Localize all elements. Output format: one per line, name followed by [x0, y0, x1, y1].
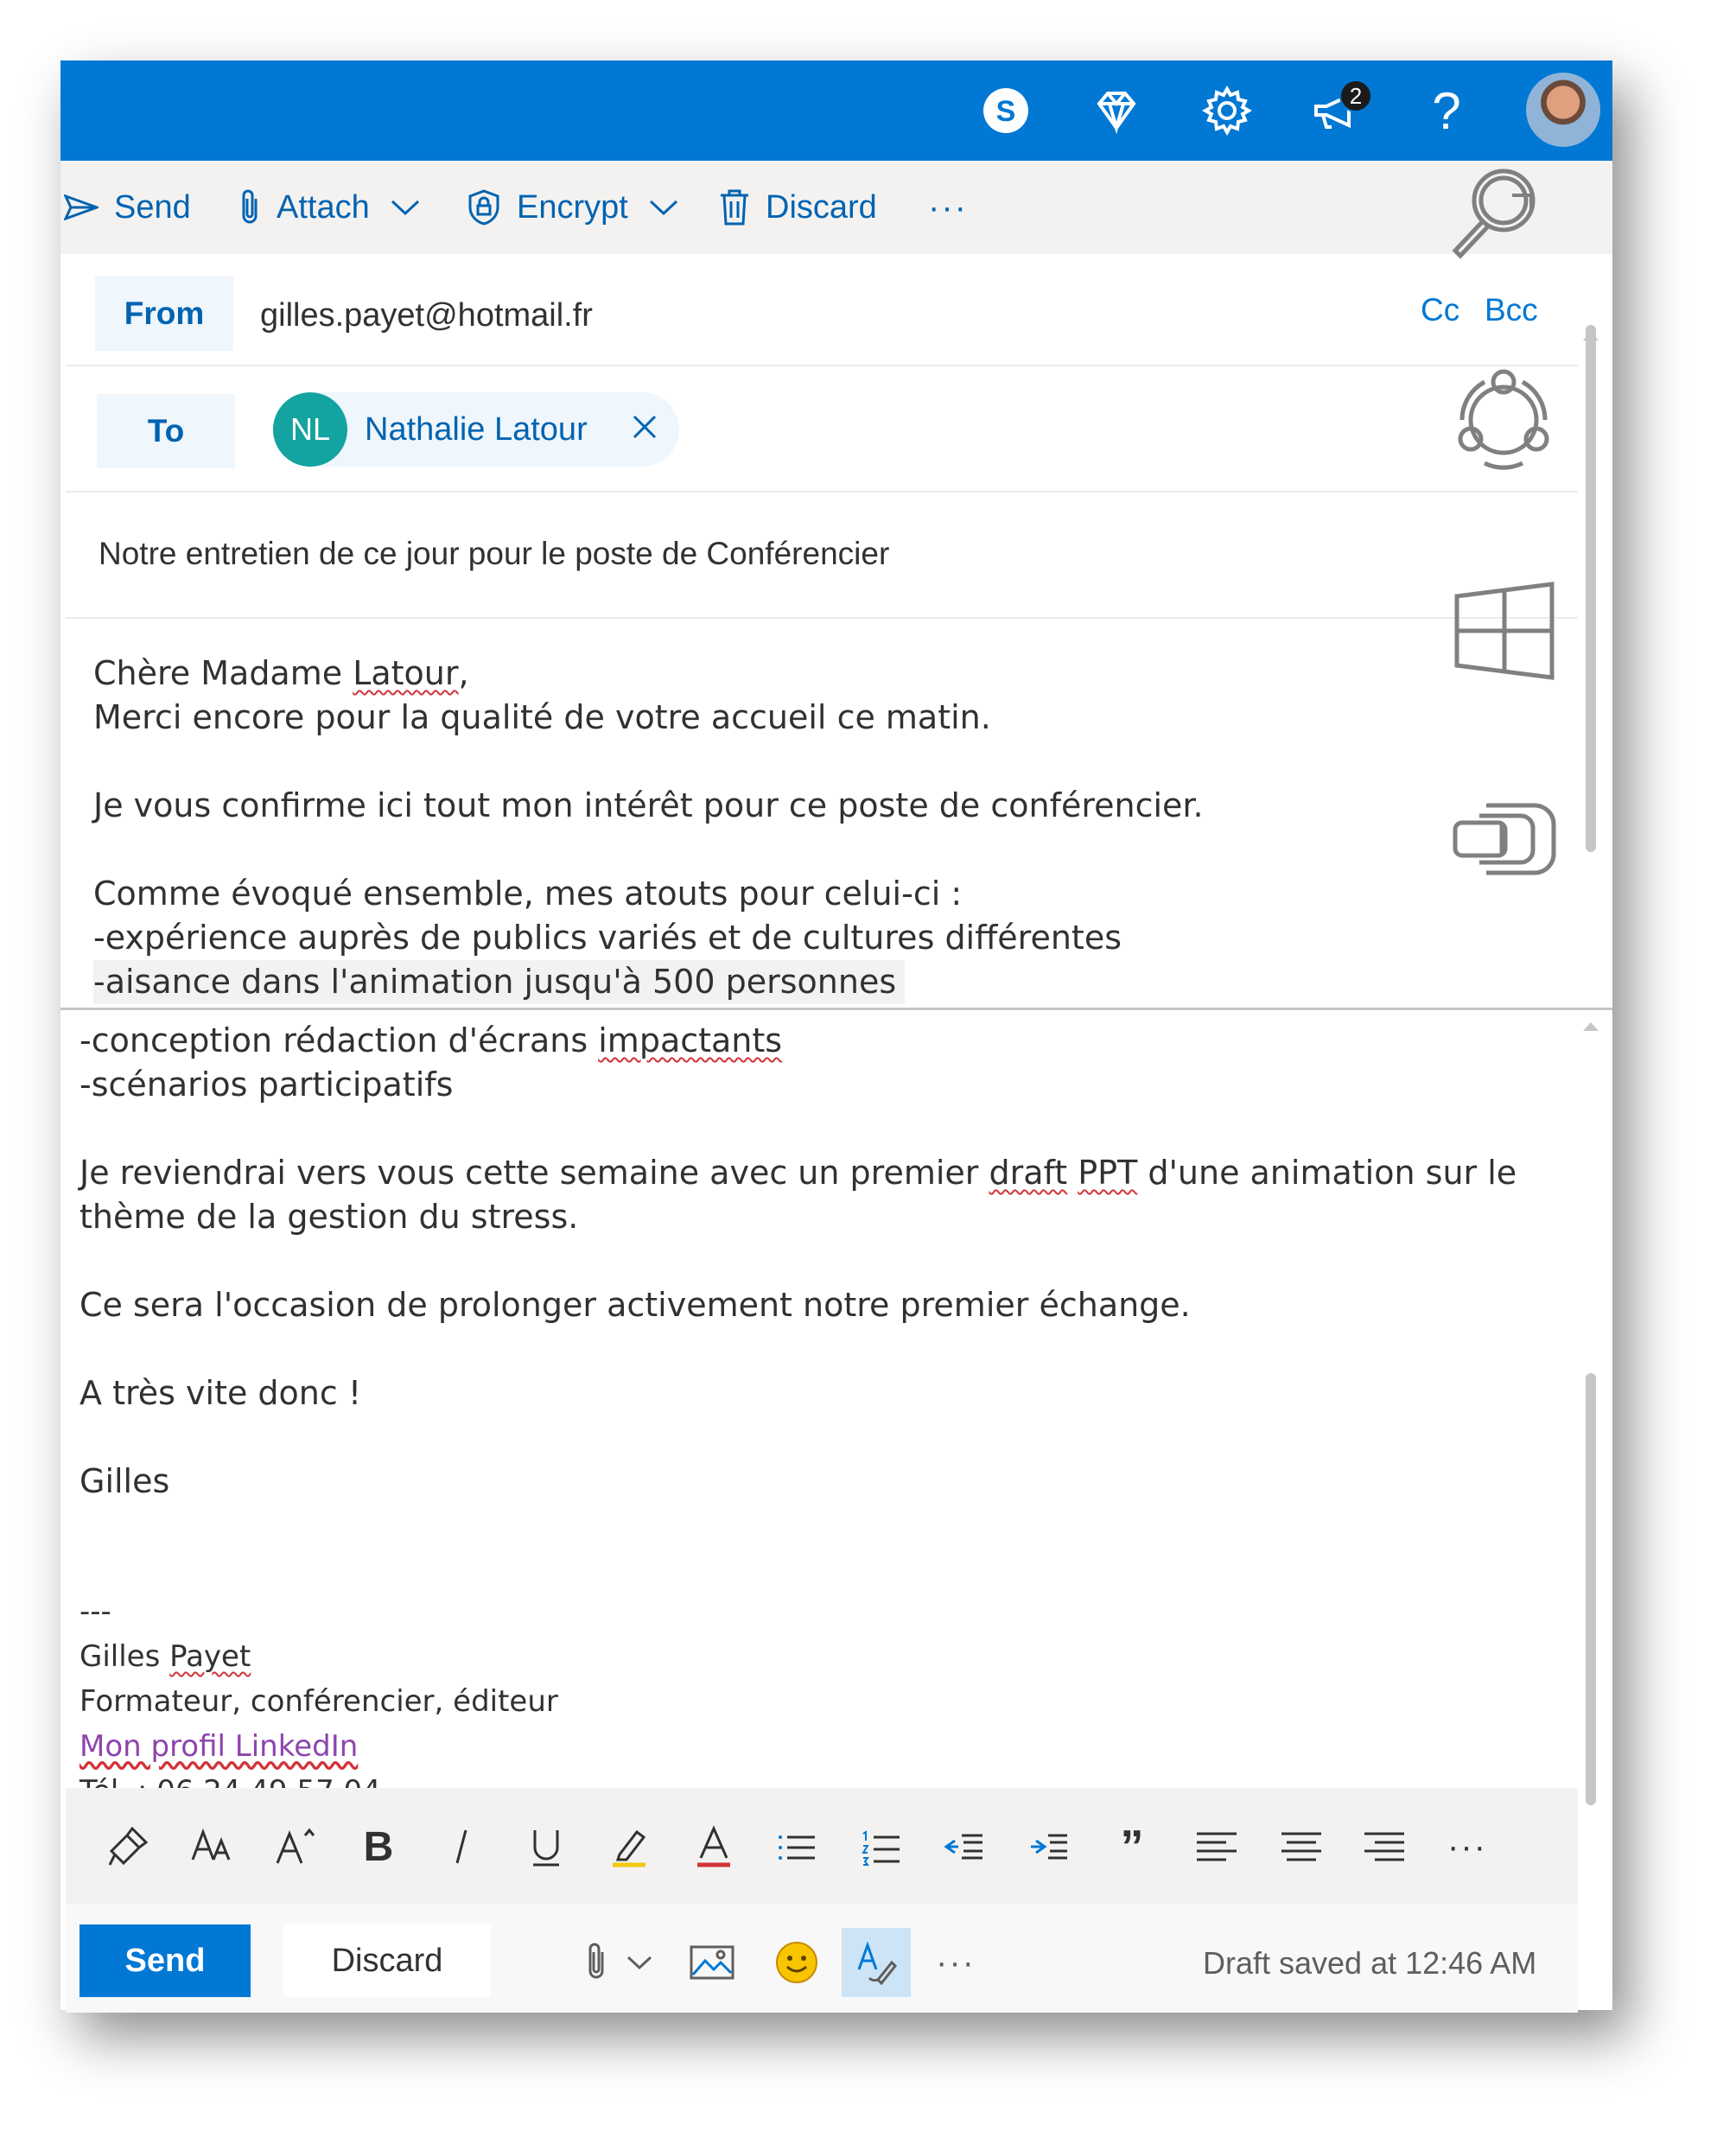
- font-size-icon[interactable]: [185, 1821, 237, 1873]
- magnifier-overlay-icon: [1445, 161, 1548, 264]
- megaphone-icon[interactable]: [1310, 82, 1363, 137]
- bullets-icon[interactable]: [771, 1821, 823, 1873]
- skype-icon[interactable]: [980, 85, 1032, 137]
- editor-icon[interactable]: [842, 1928, 911, 1997]
- compose-header-pane: [60, 161, 1612, 1008]
- encrypt-command[interactable]: [467, 183, 678, 232]
- send-button[interactable]: Send: [79, 1924, 251, 1997]
- body-line: -conception rédaction d'écrans impactants: [79, 1021, 783, 1059]
- body-line: -expérience auprès de publics variés et de cultures différentes: [93, 919, 1122, 957]
- svg-text:S: S: [995, 95, 1016, 128]
- bold-icon[interactable]: B: [363, 1823, 394, 1870]
- discard-label: Discard: [766, 188, 877, 226]
- action-bar: [66, 1904, 1578, 2013]
- paperclip-icon: [238, 188, 261, 226]
- italic-icon[interactable]: [436, 1821, 487, 1873]
- send-command[interactable]: [64, 183, 191, 232]
- message-body-upper[interactable]: [93, 652, 1493, 1004]
- bcc-link[interactable]: Bcc: [1485, 292, 1538, 328]
- misspelled-word[interactable]: Latour: [353, 654, 459, 692]
- signature-name: Gilles Payet: [79, 1639, 251, 1674]
- help-icon[interactable]: ?: [1432, 81, 1461, 140]
- misspelled-word[interactable]: impactants: [598, 1021, 783, 1059]
- top-bar: [60, 60, 1612, 161]
- windows-overlay-icon: [1453, 581, 1557, 681]
- numbering-icon[interactable]: [855, 1821, 907, 1873]
- align-right-icon[interactable]: [1358, 1821, 1410, 1873]
- linkedin-link[interactable]: Mon profil LinkedIn: [79, 1729, 359, 1764]
- body-line: Gilles: [79, 1462, 170, 1500]
- recipient-chip[interactable]: [273, 392, 679, 467]
- draft-status: Draft saved at 12:46 AM: [1203, 1945, 1537, 1981]
- format-painter-icon[interactable]: [102, 1821, 154, 1873]
- more-icon[interactable]: ···: [1447, 1827, 1487, 1866]
- attach-command[interactable]: [238, 183, 420, 232]
- outlook-compose-window: [60, 60, 1612, 2010]
- body-line: Je reviendrai vers vous cette semaine avec un premier draft PPT d'une animation sur le: [79, 1154, 1517, 1192]
- send-label: Send: [114, 188, 191, 226]
- body-line: thème de la gestion du stress.: [79, 1198, 579, 1236]
- body-line: Ce sera l'occasion de prolonger activement notre premier échange.: [79, 1286, 1191, 1324]
- scrollbar[interactable]: [1586, 325, 1596, 852]
- subject-input[interactable]: Notre entretien de ce jour pour le poste de Conférencier: [99, 536, 890, 571]
- body-line: -aisance dans l'animation jusqu'à 500 personnes: [93, 960, 905, 1004]
- cc-link[interactable]: Cc: [1421, 292, 1460, 328]
- from-row: [66, 254, 1578, 366]
- recipient-avatar: NL: [273, 392, 347, 467]
- scrollbar[interactable]: [1586, 1373, 1596, 1805]
- underline-icon[interactable]: [520, 1821, 572, 1873]
- chevron-down-icon[interactable]: [391, 199, 420, 216]
- office-overlay-icon: [1450, 366, 1557, 474]
- chevron-down-icon[interactable]: [605, 1928, 674, 1997]
- body-line: Comme évoqué ensemble, mes atouts pour celui-ci :: [93, 875, 963, 913]
- remove-recipient-icon[interactable]: [626, 408, 664, 446]
- scroll-up-icon[interactable]: [1581, 1021, 1600, 1033]
- to-button[interactable]: To: [97, 394, 235, 468]
- grow-font-icon[interactable]: [270, 1821, 321, 1873]
- insert-picture-icon[interactable]: [677, 1928, 747, 1997]
- more-commands-button[interactable]: ···: [928, 188, 968, 226]
- align-center-icon[interactable]: [1275, 1821, 1327, 1873]
- attach-label: Attach: [277, 188, 370, 226]
- from-button[interactable]: From: [95, 277, 233, 351]
- increase-indent-icon[interactable]: [1023, 1821, 1075, 1873]
- settings-icon[interactable]: [1201, 85, 1253, 137]
- devices-overlay-icon: [1452, 797, 1559, 883]
- misspelled-word[interactable]: draft: [989, 1154, 1068, 1192]
- decrease-indent-icon[interactable]: [938, 1821, 990, 1873]
- recipient-name: Nathalie Latour: [365, 411, 588, 448]
- trash-icon: [719, 188, 750, 226]
- command-bar: [60, 161, 1612, 254]
- compose-body-pane: [60, 1008, 1612, 2010]
- signature-separator: ---: [79, 1594, 111, 1629]
- to-row: [66, 366, 1578, 493]
- chevron-down-icon[interactable]: [649, 199, 678, 216]
- discard-button[interactable]: Discard: [283, 1924, 491, 1997]
- misspelled-word[interactable]: Payet: [169, 1639, 251, 1674]
- send-icon: [64, 194, 99, 220]
- align-left-icon[interactable]: [1191, 1821, 1243, 1873]
- font-color-icon[interactable]: [688, 1821, 740, 1873]
- body-line: A très vite donc !: [79, 1374, 362, 1412]
- body-line: Chère Madame Latour,: [93, 654, 469, 692]
- highlight-icon[interactable]: [603, 1821, 655, 1873]
- signature-block: [79, 1589, 857, 1814]
- body-line: Je vous confirme ici tout mon intérêt pour ce poste de conférencier.: [93, 786, 1204, 824]
- body-line: Merci encore pour la qualité de votre accueil ce matin.: [93, 698, 991, 736]
- avatar[interactable]: [1526, 73, 1600, 147]
- more-actions-button[interactable]: ···: [936, 1943, 976, 1982]
- quote-icon[interactable]: ”: [1120, 1821, 1144, 1873]
- diamond-icon[interactable]: [1091, 85, 1142, 137]
- notification-badge: 2: [1339, 80, 1372, 112]
- subject-row: [66, 493, 1578, 619]
- emoji-icon[interactable]: [762, 1928, 831, 1997]
- scroll-up-icon[interactable]: [1581, 330, 1600, 342]
- from-address: gilles.payet@hotmail.fr: [260, 297, 593, 334]
- signature-title: Formateur, conférencier, éditeur: [79, 1684, 558, 1719]
- body-line: -scénarios participatifs: [79, 1066, 454, 1104]
- discard-command[interactable]: [719, 183, 877, 232]
- message-body-lower[interactable]: [79, 1019, 1566, 1504]
- formatting-toolbar: [66, 1788, 1578, 1904]
- shield-icon: [467, 188, 501, 226]
- misspelled-word[interactable]: PPT: [1078, 1154, 1138, 1192]
- encrypt-label: Encrypt: [517, 188, 628, 226]
